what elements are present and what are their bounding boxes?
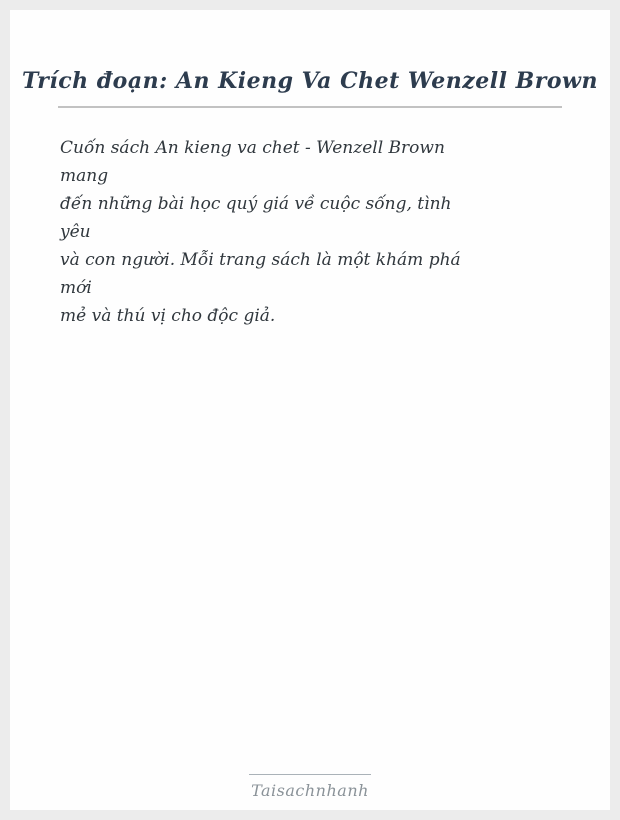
body-line: mới xyxy=(60,278,92,298)
footer-brand: Taisachnhanh xyxy=(251,781,369,800)
body-line: mang xyxy=(60,166,109,186)
body-line: mẻ và thú vị cho độc giả. xyxy=(60,306,276,326)
page-title: Trích đoạn: An Kieng Va Chet Wenzell Brown xyxy=(22,68,598,94)
document-page xyxy=(10,10,610,810)
page-header xyxy=(10,10,610,108)
body-line: và con người. Mỗi trang sách là một khám phá xyxy=(60,250,461,270)
body-line: Cuốn sách An kieng va chet - Wenzell Brown xyxy=(60,138,445,158)
page-footer xyxy=(10,774,610,810)
footer-divider xyxy=(249,774,371,775)
body-line: yêu xyxy=(60,222,91,242)
body-line: đến những bài học quý giá về cuộc sống, tình xyxy=(60,194,452,214)
body-text-block xyxy=(10,108,610,774)
